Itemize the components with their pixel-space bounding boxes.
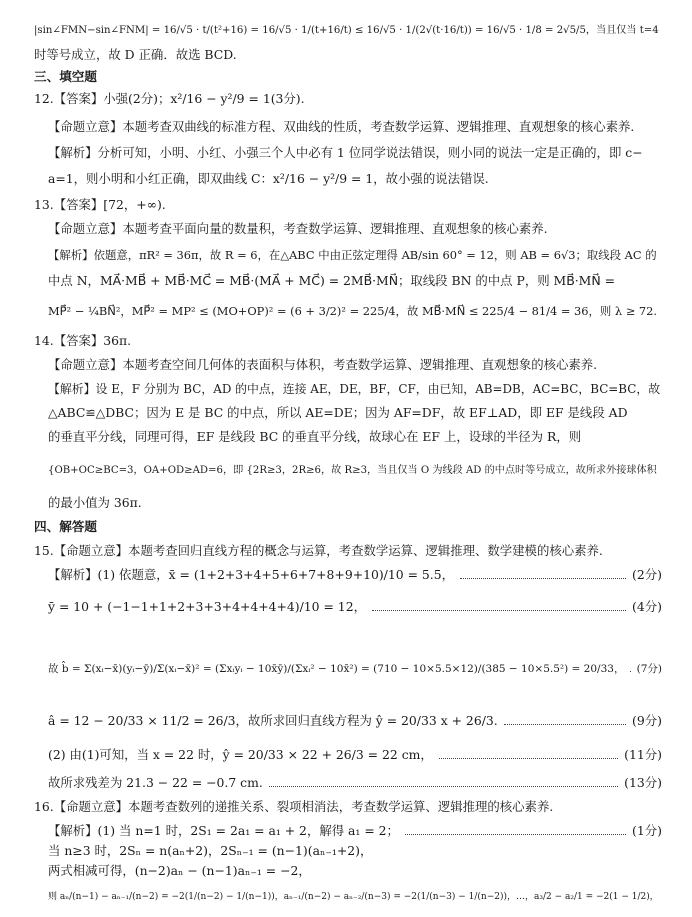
q16-step-2: 当 n≥3 时，2Sₙ = n(aₙ+2)，2Sₙ₋₁ = (n−1)(aₙ₋₁+2)， bbox=[48, 843, 373, 858]
q14-analysis-line-2: △ABC≌△DBC；因为 E 是 BC 的中点，所以 AE=DE；因为 AF=DF，故 EF⊥AD，即 EF 是线段 AD bbox=[48, 405, 628, 420]
q15-step-5-text: (2) 由(1)可知，当 x = 22 时，ŷ = 20/33 × 22 + 26/3 = 22 cm， bbox=[48, 747, 433, 762]
q15-step-5 bbox=[48, 746, 662, 764]
q15-step-1-text: 【解析】(1) 依题意，x̄ = (1+2+3+4+5+6+7+8+9+10)/10 = 5.5， bbox=[48, 567, 454, 582]
leader-dots bbox=[269, 786, 618, 787]
q15-step-6 bbox=[48, 774, 662, 792]
q16-step-1-points: (1分) bbox=[632, 823, 662, 838]
q12-analysis-line-1: 【解析】分析可知，小明、小红、小强三个人中必有 1 位同学说法错误，则小同的说法一定是正确的，即 c− bbox=[48, 145, 643, 160]
prev-solution-line-2: 时等号成立，故 D 正确．故选 BCD. bbox=[34, 47, 237, 62]
q16-step-1-text: 【解析】(1) 当 n=1 时，2S₁ = 2a₁ = a₁ + 2，解得 a₁ = 2； bbox=[48, 823, 399, 838]
leader-dots bbox=[504, 724, 626, 725]
q16-step-4: 则 aₙ/(n−1) − aₙ₋₁/(n−2) = −2(1/(n−2) − 1/(n−1))，aₙ₋₁/(n−2) − aₙ₋₂/(n−3) = −2(1/(n−3) − 1/(n−2))，…，a₃/2 − a₂/1 = −2(1 − 1/2)， bbox=[48, 892, 659, 902]
q16-intent: 16.【命题立意】本题考查数列的递推关系、裂项相消法，考查数学运算、逻辑推理的核心素养. bbox=[34, 799, 554, 814]
q12-answer: 12.【答案】小强(2分)；x²/16 − y²/9 = 1(3分). bbox=[34, 91, 305, 106]
q16-step-3: 两式相减可得，(n−2)aₙ − (n−1)aₙ₋₁ = −2， bbox=[48, 863, 311, 878]
leader-dots bbox=[439, 758, 618, 759]
q13-analysis-line-2: 中点 N，MA⃗·MB⃗ + MB⃗·MC⃗ = MB⃗·(MA⃗ + MC⃗) = 2MB⃗·MN⃗；取线段 BN 的中点 P，则 MB⃗·MN⃗ = bbox=[48, 273, 615, 288]
q15-step-4 bbox=[48, 712, 662, 730]
q15-step-2 bbox=[48, 598, 662, 616]
q15-step-5-points: (11分) bbox=[624, 747, 662, 762]
leader-dots bbox=[405, 834, 626, 835]
q15-step-3-points: (7分) bbox=[636, 663, 662, 675]
leader-dots bbox=[372, 610, 626, 611]
q16-step-1 bbox=[48, 822, 662, 840]
section-fill-in-heading: 三、填空题 bbox=[34, 69, 97, 84]
q15-step-1 bbox=[48, 566, 662, 584]
q12-analysis-line-2: a=1，则小明和小红正确，即双曲线 C：x²/16 − y²/9 = 1，故小强的说法错误. bbox=[48, 171, 489, 186]
q13-answer: 13.【答案】[72，+∞). bbox=[34, 197, 166, 212]
q15-intent: 15.【命题立意】本题考查回归直线方程的概念与运算，考查数学运算、逻辑推理、数学建模的核心素养. bbox=[34, 543, 603, 558]
q15-step-2-text: ȳ = 10 + (−1−1+1+2+3+3+4+4+4+4)/10 = 12， bbox=[48, 599, 366, 614]
q15-step-6-text: 故所求残差为 21.3 − 22 = −0.7 cm. bbox=[48, 775, 263, 790]
q13-intent: 【命题立意】本题考查平面向量的数量积，考查数学运算、逻辑推理、直观想象的核心素养. bbox=[48, 221, 548, 236]
q15-step-2-points: (4分) bbox=[632, 599, 662, 614]
q15-step-4-text: â = 12 − 20/33 × 11/2 = 26/3，故所求回归直线方程为 ŷ = 20/33 x + 26/3. bbox=[48, 713, 498, 728]
q12-intent: 【命题立意】本题考查双曲线的标准方程、双曲线的性质，考查数学运算、逻辑推理、直观想象的核心素养. bbox=[48, 119, 635, 134]
q14-analysis-line-1: 【解析】设 E，F 分别为 BC，AD 的中点，连接 AE，DE，BF，CF，由已知，AB=DB，AC=BC，BC=BC，故 bbox=[48, 382, 661, 396]
q15-step-3-text: 故 b̂ = Σ(xᵢ−x̄)(yᵢ−ȳ)/Σ(xᵢ−x̄)² = (Σxᵢyᵢ − 10x̄ȳ)/(Σxᵢ² − 10x̄²) = (710 − 10×5.5×12)/(385 − 10×5.5²) = 20/33， bbox=[48, 663, 625, 675]
section-solution-heading: 四、解答题 bbox=[34, 519, 97, 534]
q14-analysis-line-5: 的最小值为 36π. bbox=[48, 495, 142, 510]
q14-analysis-line-3: 的垂直平分线，同理可得，EF 是线段 BC 的垂直平分线，故球心在 EF 上，设球的半径为 R，则 bbox=[48, 429, 582, 444]
q13-analysis-line-1: 【解析】依题意，πR² = 36π，故 R = 6，在△ABC 中由正弦定理得 AB/sin 60° = 12，则 AB = 6√3；取线段 AC 的 bbox=[48, 248, 657, 262]
q15-step-6-points: (13分) bbox=[624, 775, 662, 790]
leader-dots bbox=[460, 578, 626, 579]
prev-solution-line-1: |sin∠FMN−sin∠FNM| = 16/√5 · t/(t²+16) = 16/√5 · 1/(t+16/t) ≤ 16/√5 · 1/(2√(t·16/t)) = 16/√5 · 1/8 = 2√5/5，当且仅当 t=4 bbox=[34, 25, 659, 36]
q15-step-3 bbox=[48, 660, 662, 678]
q15-step-4-points: (9分) bbox=[632, 713, 662, 728]
q15-step-1-points: (2分) bbox=[632, 567, 662, 582]
q14-answer: 14.【答案】36π. bbox=[34, 333, 132, 348]
q14-analysis-line-4: {OB+OC≥BC=3，OA+OD≥AD=6，即 {2R≥3，2R≥6，故 R≥3，当且仅当 O 为线段 AD 的中点时等号成立，故所求外接球体积 bbox=[48, 465, 657, 476]
q14-intent: 【命题立意】本题考查空间几何体的表面积与体积，考查数学运算、逻辑推理、直观想象的核心素养. bbox=[48, 357, 598, 372]
q13-analysis-line-3: MP⃗² − ¼BN⃗²，MP⃗² = MP² ≤ (MO+OP)² = (6 + 3/2)² = 225/4，故 MB⃗·MN⃗ ≤ 225/4 − 81/4 = 36，则 λ ≥ 72. bbox=[48, 304, 658, 318]
